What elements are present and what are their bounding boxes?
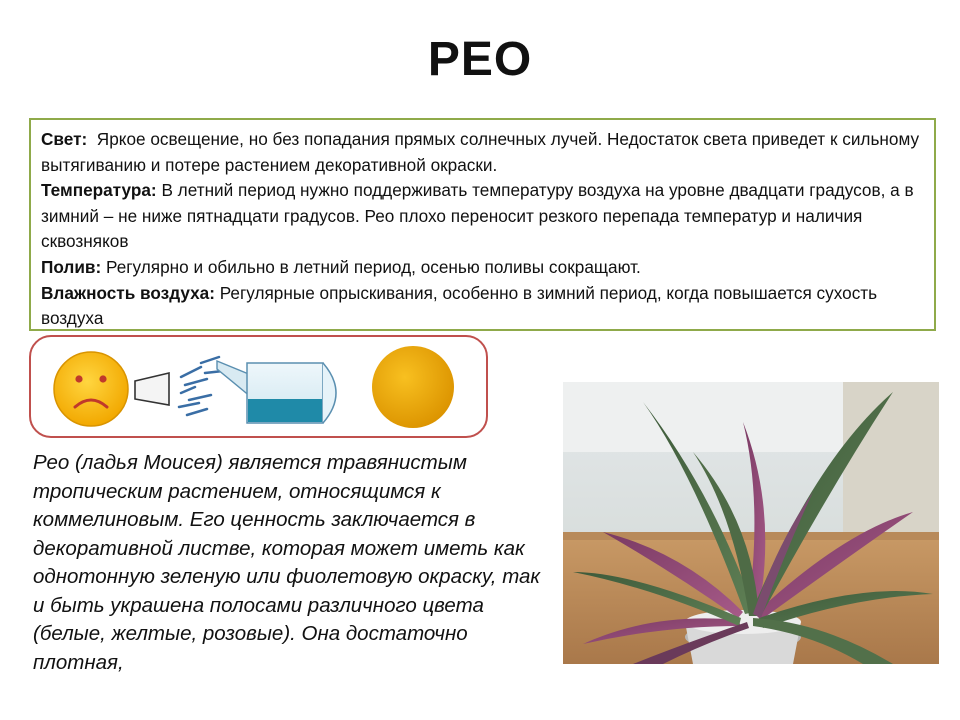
watering-paragraph (41, 255, 925, 281)
care-icons (31, 337, 490, 440)
sun-circle-icon (372, 346, 454, 428)
humidity-text: Регулярные опрыскивания, особенно в зимний период, когда повышается сухость воздуха (41, 282, 878, 329)
care-icons-frame (29, 335, 488, 438)
watering-label: Полив: (41, 256, 102, 277)
plant-photo (563, 382, 939, 664)
temperature-label: Температура: (41, 180, 157, 201)
spray-bottle-icon (135, 357, 336, 423)
light-text: Яркое освещение, но без попадания прямых солнечных лучей. Недостаток света приведет к сильному вытягиванию и потере растением декоративной окраски. (41, 129, 920, 175)
sad-face-icon (54, 352, 128, 426)
light-label: Свет: (41, 129, 88, 149)
watering-text: Регулярно и обильно в летний период, осенью поливы сокращают. (105, 256, 641, 277)
page-title: РЕО (427, 33, 533, 86)
temperature-text: В летний период нужно поддерживать температуру воздуха на уровне двадцати градусов, а в зимний – не ниже пятнадцати градусов. Рео плохо переносит резкого перепада температур и наличия сквозняков (41, 180, 914, 252)
plant-description: Рео (ладья Моисея) является травянистым тропическим растением, относящимся к коммелиновым. Его ценность заключается в декоративной листве, которая может иметь как однотонную зеленую или фиолетовую окраску, так и быть украшена полосами различного цвета (белые, желтые, розовые). Она достаточно плотная, (33, 451, 541, 674)
humidity-label: Влажность воздуха: (41, 282, 215, 303)
humidity-paragraph (41, 281, 925, 332)
care-info-box (29, 118, 936, 331)
temperature-paragraph (41, 178, 925, 255)
light-paragraph (41, 127, 925, 178)
